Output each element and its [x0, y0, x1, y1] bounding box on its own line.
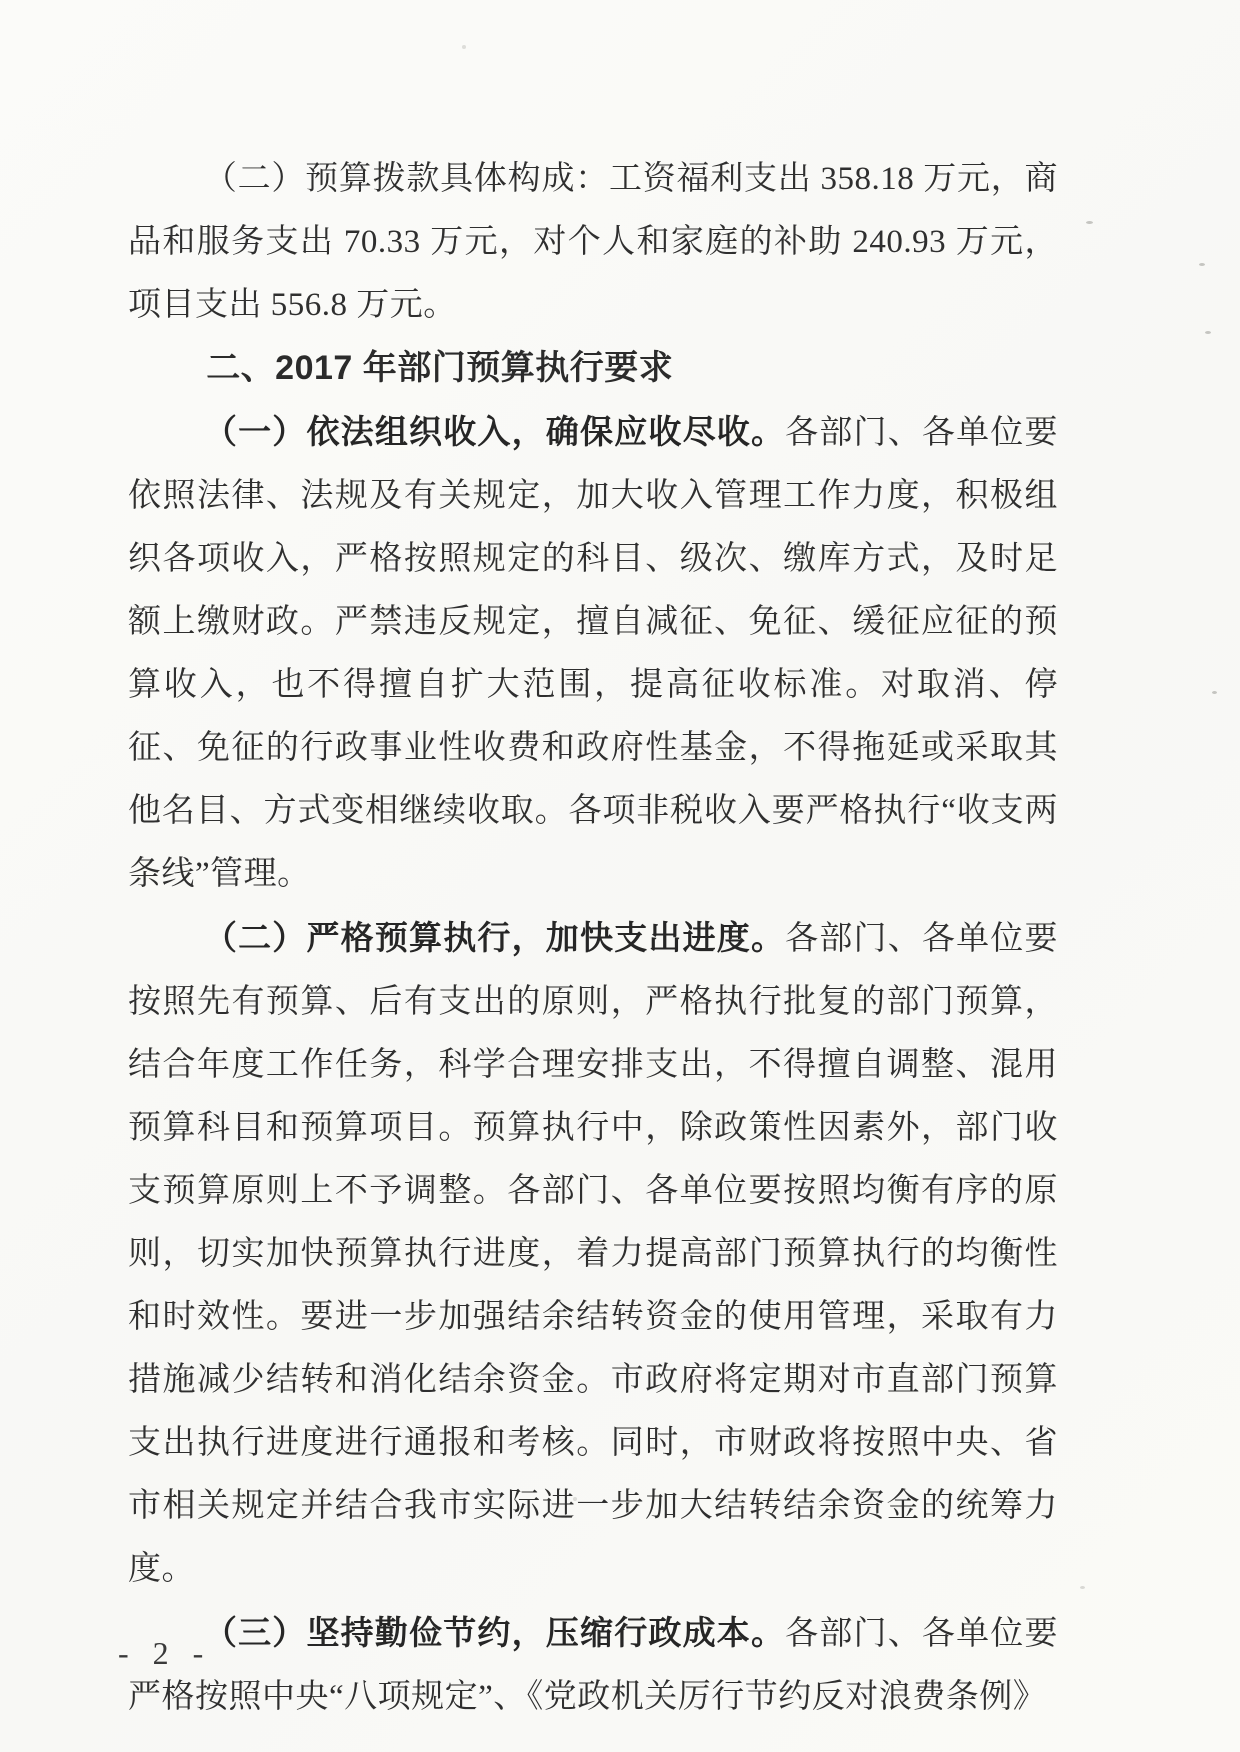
section-3-body: 各部门、各单位要严格按照中央“八项规定”、《党政机关厉行节约反对浪费条例》 — [128, 1616, 1059, 1715]
section-heading-budget-execution-requirements: 二、2017 年部门预算执行要求 — [206, 349, 674, 387]
scan-speck — [1080, 1586, 1085, 1589]
paragraph-section-1 — [128, 400, 1058, 906]
paragraph-section-2 — [128, 906, 1058, 1601]
scan-speck — [1199, 263, 1205, 266]
section-1-lead: （一）依法组织收入，确保应收尽收。 — [203, 413, 786, 450]
page-number: - 2 - — [118, 1635, 212, 1671]
paragraph-budget-composition: （二）预算拨款具体构成：工资福利支出 358.18 万元，商品和服务支出 70.33 万元，对个人和家庭的补助 240.93 万元，项目支出 556.8 万元。 — [128, 161, 1059, 323]
section-2-lead: （二）严格预算执行，加快支出进度。 — [203, 919, 786, 956]
section-3-lead: （三）坚持勤俭节约，压缩行政成本。 — [203, 1614, 786, 1651]
scan-speck — [573, 1497, 577, 1501]
scan-speck — [1086, 221, 1093, 224]
section-1-body: 各部门、各单位要依照法律、法规及有关规定，加大收入管理工作力度，积极组织各项收入，严格按照规定的科目、级次、缴库方式，及时足额上缴财政。严禁违反规定，擅自减征、免征、缓征应征的预算收入，也不得擅自扩大范围，提高征收标准。对取消、停征、免征的行政事业性收费和政府性基金，不得拖延或采取其他名目、方式变相继续收取。各项非税收入要严格执行“收支两条线”管理。 — [128, 415, 1059, 892]
scan-speck — [1205, 331, 1211, 334]
scan-speck — [1212, 691, 1217, 694]
scan-speck — [462, 45, 466, 49]
section-2-body: 各部门、各单位要按照先有预算、后有支出的原则，严格执行批复的部门预算，结合年度工作任务，科学合理安排支出，不得擅自调整、混用预算科目和预算项目。预算执行中，除政策性因素外，部门收支预算原则上不予调整。各部门、各单位要按照均衡有序的原则，切实加快预算执行进度，着力提高部门预算执行的均衡性和时效性。要进一步加强结余结转资金的使用管理，采取有力措施减少结转和消化结余资金。市政府将定期对市直部门预算支出执行进度进行通报和考核。同时，市财政将按照中央、省市相关规定并结合我市实际进一步加大结转结余资金的统筹力度。 — [128, 921, 1059, 1587]
document-body — [128, 148, 1058, 1729]
paragraph-section-3 — [128, 1601, 1058, 1729]
